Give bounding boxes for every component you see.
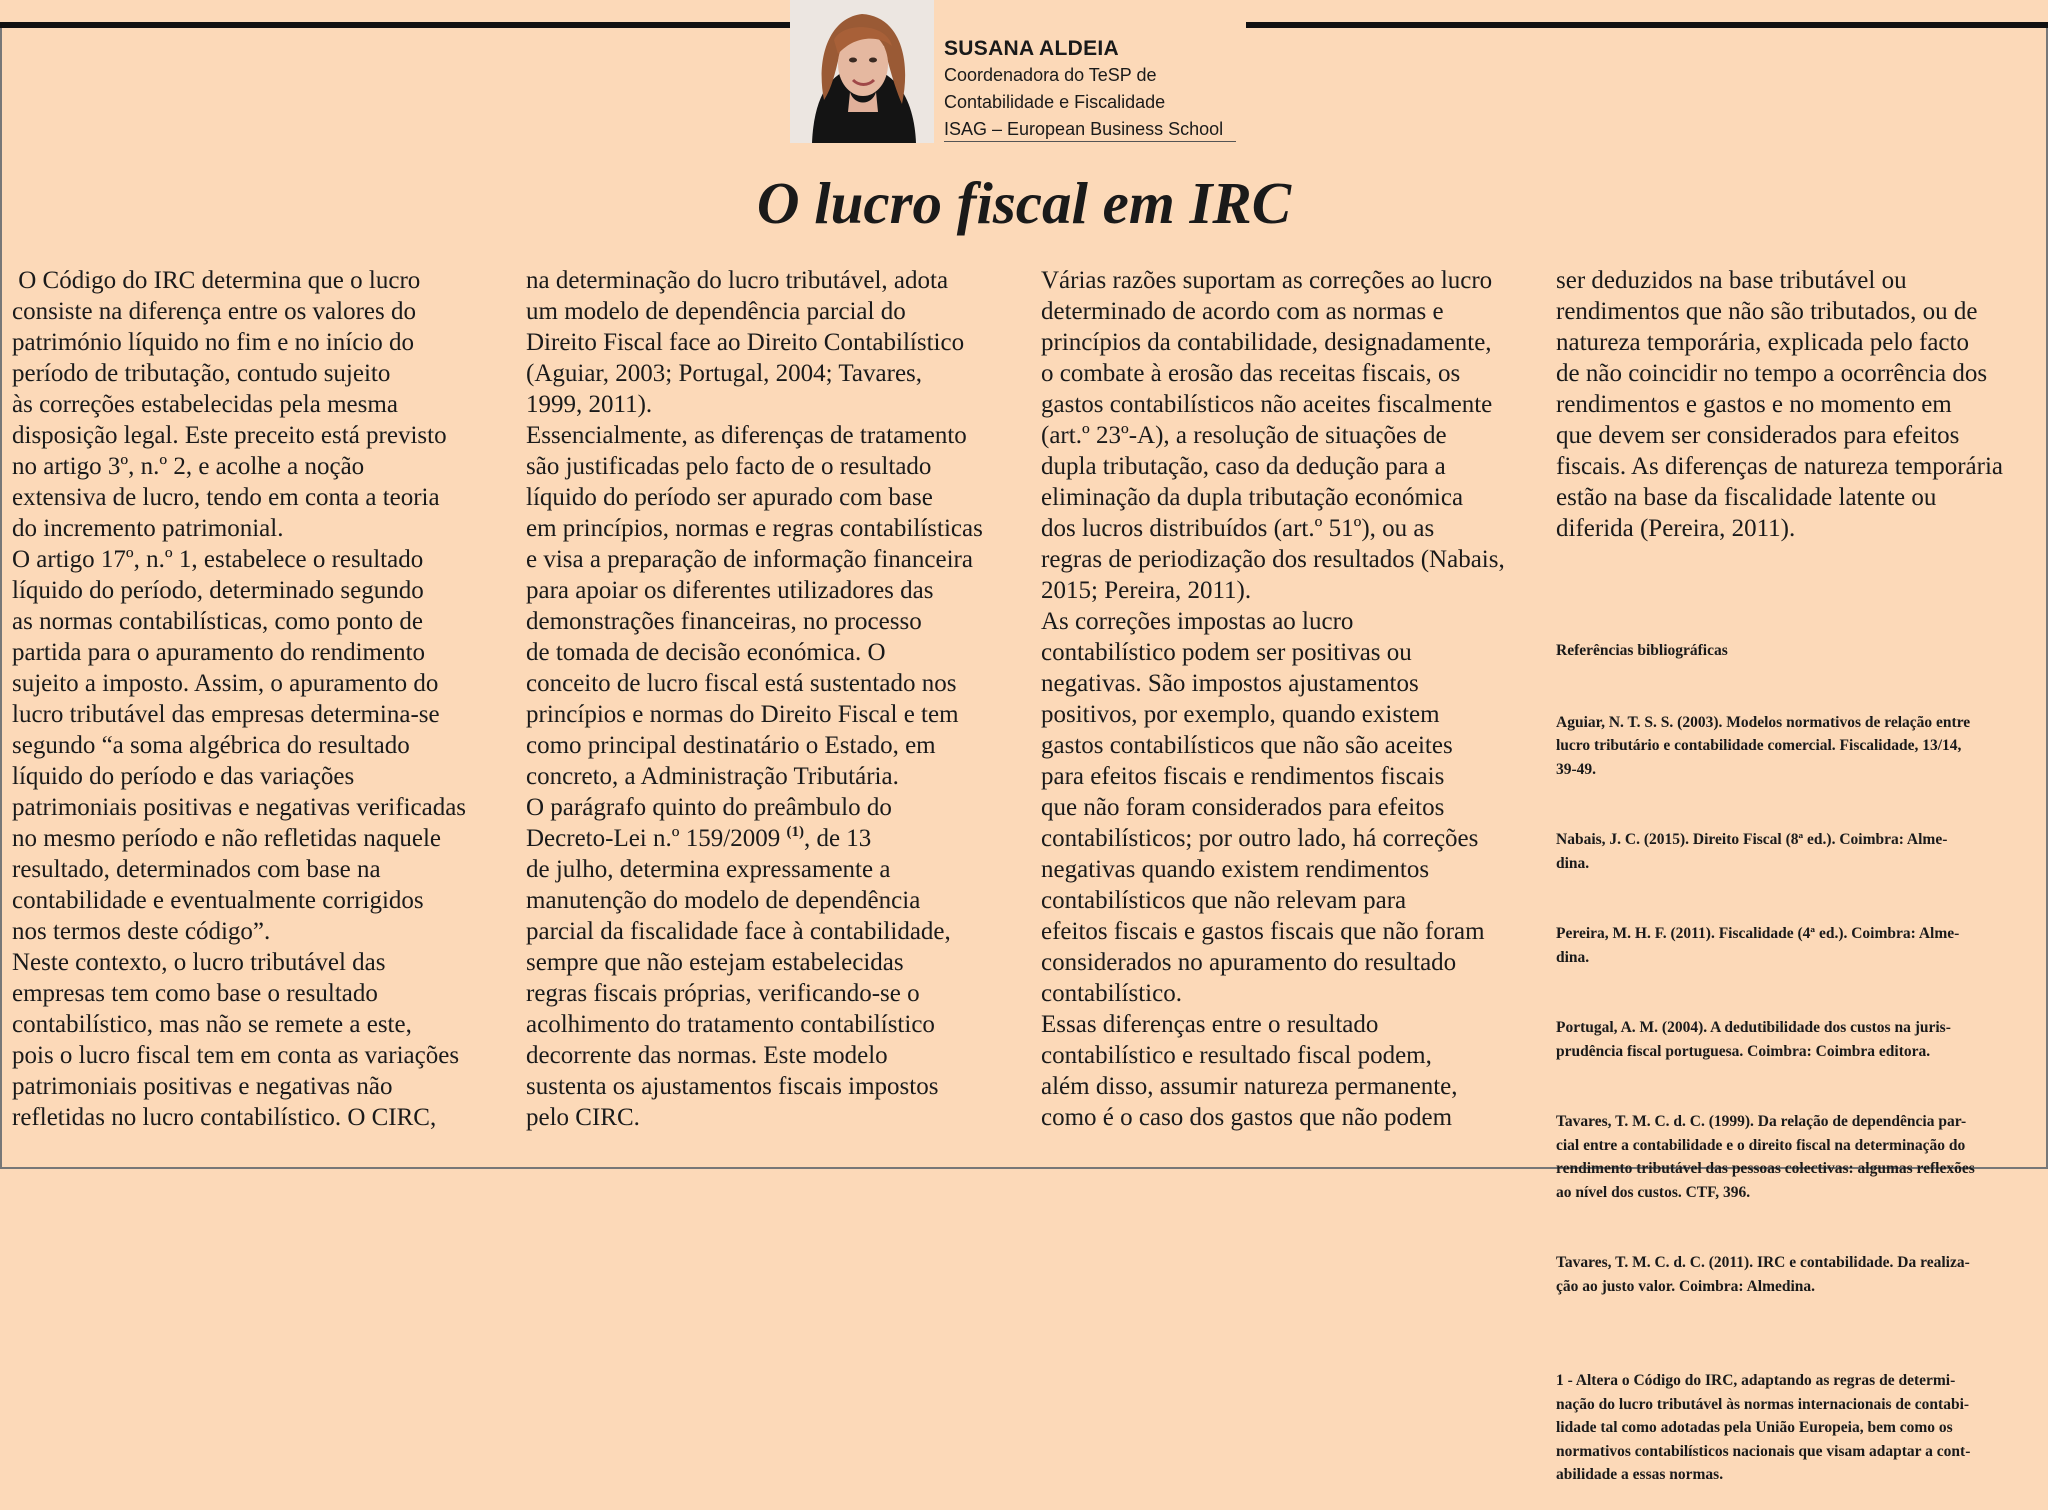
reference-item: Portugal, A. M. (2004). A dedutibilidade dos custos na juris- prudência fiscal portuguesa. Coimbra: Coimbra editora. (1556, 1019, 1951, 1060)
column-2-text-b: , de 13 de julho, determina expressamente a manutenção do modelo de dependência parcial da fiscalidade face à contabilidade, sempre que não estejam estabelecidas regras fiscais próprias, verificando-se o acolhimento do tratamento contabilístico decorrente das normas. Este modelo sustenta os ajustamentos fiscais impostos pelo CIRC. (526, 825, 951, 1131)
article-column-1: O Código do IRC determina que o lucro consiste na diferença entre os valores do património líquido no fim e no início do período de tributação, contudo sujeito às correções estabelecidas pela mesma disposição legal. Este preceito está previsto no artigo 3º, n.º 2, e acolhe a noção extensiva de lucro, tendo em conta a teoria do incremento patrimonial. O artigo 17º, n.º 1, estabelece o resultado líquido do período, determinado segundo as normas contabilísticas, como ponto de partida para o apuramento do rendimento sujeito a imposto. Assim, o apuramento do lucro tributável das empresas determina-se segundo “a soma algébrica do resultado líquido do período e das variações patrimoniais positivas e negativas verificadas no mesmo período e não refletidas naquele resultado, determinados com base na contabilidade e eventualmente corrigidos nos termos deste código”. Neste contexto, o lucro tributável das empresas tem como base o resultado contabilístico, mas não se remete a este, pois o lucro fiscal tem em conta as variações patrimoniais positivas e negativas não refletidas no lucro contabilístico. O CIRC, (12, 267, 467, 1131)
references-section (1556, 592, 2041, 1510)
author-byline (790, 0, 1246, 143)
footnote-marker: (1) (786, 824, 804, 840)
author-role-line-1: Coordenadora do TeSP de (944, 65, 1157, 85)
author-name: SUSANA ALDEIA (944, 37, 1120, 60)
author-info (944, 36, 1244, 143)
column-2-text-a: na determinação do lucro tributável, adota um modelo de dependência parcial do Direito Fiscal face ao Direito Contabilístico (Aguiar, 2003; Portugal, 2004; Tavares, 1999, 2011). Essencialmente, as diferenças de tratamento são justificadas pelo facto de o resultado líquido do período ser apurado com base em princípios, normas e regras contabilísticas e visa a preparação de informação financeira para apoiar os diferentes utilizadores das demonstrações financeiras, no processo de tomada de decisão económica. O conceito de lucro fiscal está sustentado nos princípios e normas do Direito Fiscal e tem como principal destinatário o Estado, em concreto, a Administração Tributária. O parágrafo quinto do preâmbulo do Decreto-Lei n.º 159/2009 (526, 267, 983, 852)
reference-item: Pereira, M. H. F. (2011). Fiscalidade (4ª ed.). Coimbra: Alme- dina. (1556, 925, 1960, 966)
reference-item: Nabais, J. C. (2015). Direito Fiscal (8ª ed.). Coimbra: Alme- dina. (1556, 831, 1948, 872)
footnote: 1 - Altera o Código do IRC, adaptando as regras de determi- nação do lucro tributável às normas internacionais de contabi- lidade tal como adotadas pela União Europeia, bem como os normativos contabilísticos nacionais que visam adaptar a cont- abilidade a essas normas. (1556, 1372, 1971, 1483)
author-photo (790, 0, 934, 143)
reference-item: Tavares, T. M. C. d. C. (2011). IRC e contabilidade. Da realiza- ção ao justo valor. Coimbra: Almedina. (1556, 1254, 1970, 1295)
author-underline (944, 141, 1236, 142)
references-title: Referências bibliográficas (1556, 642, 1728, 659)
article-column-3: Várias razões suportam as correções ao lucro determinado de acordo com as normas e princípios da contabilidade, designadamente, o combate à erosão das receitas fiscais, os gastos contabilísticos não aceites fiscalmente (art.º 23º-A), a resolução de situações de dupla tributação, caso da dedução para a eliminação da dupla tributação económica dos lucros distribuídos (art.º 51º), ou as regras de periodização dos resultados (Nabais, 2015; Pereira, 2011). As correções impostas ao lucro contabilístico podem ser positivas ou negativas. São impostos ajustamentos positivos, por exemplo, quando existem gastos contabilísticos que não são aceites para efeitos fiscais e rendimentos fiscais que não foram considerados para efeitos contabilísticos; por outro lado, há correções negativas quando existem rendimentos contabilísticos que não relevam para efeitos fiscais e gastos fiscais que não foram considerados no apuramento do resultado contabilístico. Essas diferenças entre o resultado contabilístico e resultado fiscal podem, além disso, assumir natureza permanente, como é o caso dos gastos que não podem (1041, 267, 1505, 1131)
reference-item: Aguiar, N. T. S. S. (2003). Modelos normativos de relação entre lucro tributário e contabilidade comercial. Fiscalidade, 13/14, 39-49. (1556, 713, 1971, 778)
author-institution: ISAG – European Business School (944, 119, 1224, 139)
article-column-4: ser deduzidos na base tributável ou rendimentos que não são tributados, ou de natureza temporária, explicada pelo facto de não coincidir no tempo a ocorrência dos rendimentos e gastos e no momento em que devem ser considerados para efeitos fiscais. As diferenças de natureza temporária estão na base da fiscalidade latente ou diferida (Pereira, 2011). (1556, 267, 2004, 542)
article-headline: O lucro fiscal em IRC (756, 170, 1292, 236)
article-column-2 (526, 265, 983, 1133)
author-role-line-2: Contabilidade e Fiscalidade (944, 92, 1166, 112)
reference-item: Tavares, T. M. C. d. C. (1999). Da relação de dependência par- cial entre a contabilidade e o direito fiscal na determinação do rendimento tributável das pessoas colectivas: algumas reflexões ao nível dos custos. CTF, 396. (1556, 1113, 1975, 1201)
